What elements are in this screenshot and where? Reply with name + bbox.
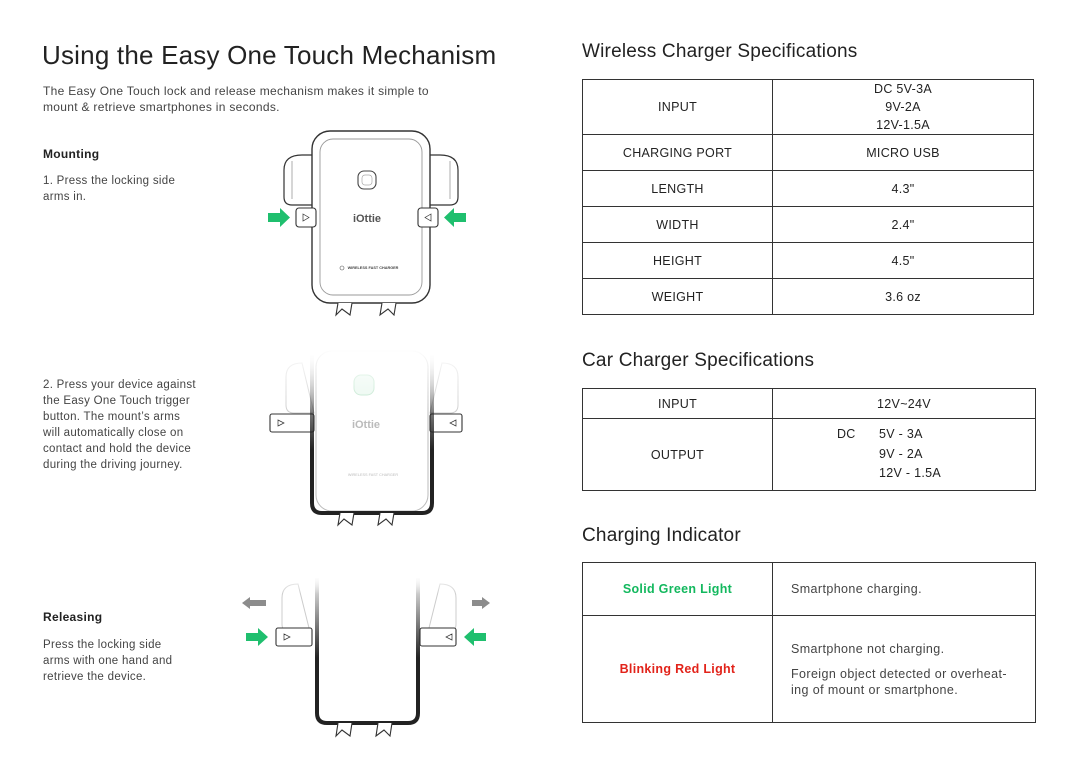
mount-illustration-release: [236, 578, 496, 743]
mounting-step-2-text: 2. Press your device against the Easy One Touch trigger button. The mount’s arms will automatically close on contact and hold the device during the driving journey.: [43, 379, 196, 471]
solid-green-description: Smartphone charging.: [773, 563, 1036, 616]
charging-indicator-title: Charging Indicator: [582, 525, 741, 546]
spec-label: CHARGING PORT: [583, 135, 773, 171]
release-arrow-right-icon: [472, 597, 490, 609]
release-press-arrow-left-icon: [464, 628, 486, 646]
spec-value: 2.4": [773, 207, 1034, 243]
table-row: [583, 80, 1034, 135]
table-row: [583, 419, 1036, 491]
mounting-step-1-text: 1. Press the locking side arms in.: [43, 175, 176, 203]
releasing-heading: Releasing: [43, 610, 103, 624]
spec-value: 3.6 oz: [773, 279, 1034, 315]
releasing-text: Press the locking side arms with one hand and retrieve the device.: [43, 639, 173, 683]
spec-value: 4.3": [773, 171, 1034, 207]
release-press-arrow-right-icon: [246, 628, 268, 646]
spec-label: LENGTH: [583, 171, 773, 207]
wireless-spec-title: Wireless Charger Specifications: [582, 41, 858, 62]
spec-label: OUTPUT: [583, 419, 773, 491]
wireless-badge: WIRELESS FAST CHARGER: [347, 266, 399, 270]
blinking-red-label: Blinking Red Light: [583, 616, 773, 723]
table-row: [583, 616, 1036, 723]
press-arrow-left-icon: [444, 208, 466, 227]
spec-value: DC 5V-3A 9V-2A 12V-1.5A: [773, 80, 1034, 135]
car-spec-table: [582, 388, 1036, 491]
output-prefix: DC: [836, 427, 856, 442]
table-row: [583, 279, 1034, 315]
release-arrow-left-icon: [242, 597, 266, 609]
spec-value: 12V~24V: [773, 389, 1036, 419]
spec-label: INPUT: [583, 80, 773, 135]
wireless-spec-table: [582, 79, 1034, 315]
mounting-heading: Mounting: [43, 147, 100, 161]
page-title: Using the Easy One Touch Mechanism: [42, 40, 497, 70]
charging-indicator-table: [582, 562, 1036, 723]
table-row: [583, 207, 1034, 243]
spec-value: 4.5": [773, 243, 1034, 279]
table-row: [583, 389, 1036, 419]
solid-green-label: Solid Green Light: [583, 563, 773, 616]
table-row: [583, 171, 1034, 207]
table-row: [583, 243, 1034, 279]
mount-illustration-step-1: [262, 125, 482, 320]
spec-label: INPUT: [583, 389, 773, 419]
mount-illustration-step-2: [262, 355, 482, 545]
intro-text: The Easy One Touch lock and release mechanism makes it simple to mount & retrieve smartphones in seconds.: [43, 84, 429, 114]
car-spec-title: Car Charger Specifications: [582, 350, 815, 371]
spec-label: HEIGHT: [583, 243, 773, 279]
press-arrow-right-icon: [268, 208, 290, 227]
table-row: [583, 135, 1034, 171]
svg-text:WIRELESS FAST CHARGER: WIRELESS FAST CHARGER: [347, 473, 399, 477]
iottie-logo: iOttie: [352, 213, 382, 225]
blinking-red-description: Smartphone not charging. Foreign object detected or overheat- ing of mount or smartphone.: [773, 616, 1036, 723]
spec-value: MICRO USB: [773, 135, 1034, 171]
table-row: [583, 563, 1036, 616]
spec-label: WEIGHT: [583, 279, 773, 315]
spec-label: WIDTH: [583, 207, 773, 243]
spec-value: DC 5V - 3A 9V - 2A 12V - 1.5A: [773, 419, 1036, 491]
